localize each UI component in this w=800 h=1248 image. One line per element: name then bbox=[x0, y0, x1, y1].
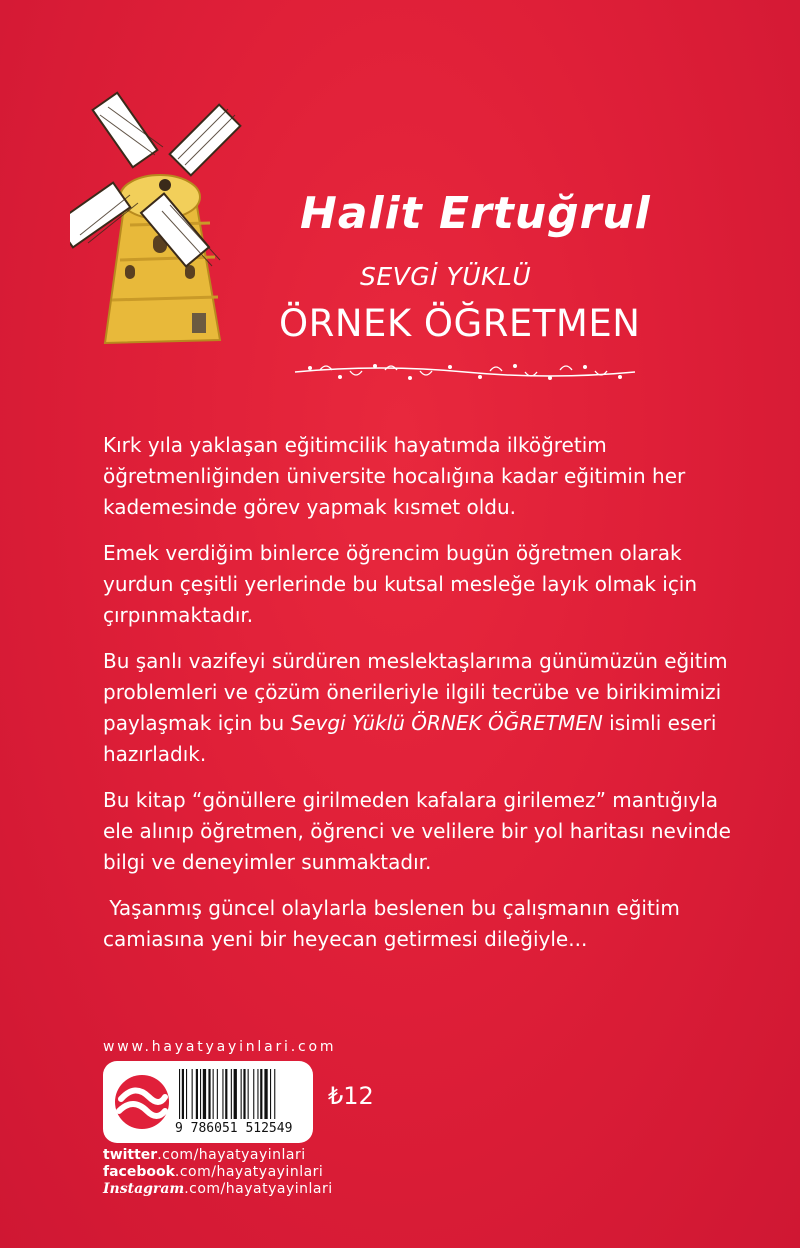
price: ₺12 bbox=[328, 1082, 374, 1110]
blurb-text bbox=[103, 430, 743, 970]
book-title-line2: ÖRNEK ÖĞRETMEN bbox=[279, 302, 641, 345]
social-facebook bbox=[103, 1164, 323, 1180]
publisher-website: www.hayatyayinlari.com bbox=[103, 1039, 337, 1055]
facebook-label: facebook bbox=[103, 1164, 175, 1180]
instagram-handle: .com/hayatyayinlari bbox=[184, 1181, 333, 1197]
blurb-paragraph-2: Emek verdiğim binlerce öğrencim bugün öğretmen olarak yurdun çeşitli yerlerinde bu kutsal mesleğe layık olmak için çırpınmaktadır. bbox=[103, 541, 698, 627]
blurb-paragraph-1: Kırk yıla yaklaşan eğitimcilik hayatımda ilköğretim öğretmenliğinden üniversite hocalığına kadar eğitimin her kademesinde görev yapmak kısmet oldu. bbox=[103, 433, 686, 519]
book-title-line1: SEVGİ YÜKLÜ bbox=[360, 262, 532, 291]
barcode-icon bbox=[177, 1069, 305, 1119]
isbn-number: 9 786051 512549 bbox=[175, 1121, 293, 1136]
windmill-illustration bbox=[70, 85, 260, 355]
facebook-handle: .com/hayatyayinlari bbox=[174, 1164, 324, 1180]
hayat-logo-icon bbox=[113, 1073, 171, 1131]
twitter-handle: .com/hayatyayinlari bbox=[157, 1147, 306, 1163]
author-name: Halit Ertuğrul bbox=[300, 188, 651, 239]
blurb-book-title-italic: Sevgi Yüklü ÖRNEK ÖĞRETMEN bbox=[290, 711, 603, 735]
social-twitter bbox=[103, 1147, 306, 1163]
blurb-paragraph-3-end: isimli eseri hazırladık. bbox=[103, 711, 717, 766]
twitter-label: twitter bbox=[103, 1147, 158, 1163]
social-instagram bbox=[103, 1181, 333, 1197]
instagram-label: Instagram bbox=[103, 1181, 185, 1197]
blurb-paragraph-5: Yaşanmış güncel olaylarla beslenen bu çalışmanın eğitim camiasına yeni bir heyecan getirmesi dileğiyle... bbox=[103, 896, 687, 951]
ornament-divider bbox=[290, 358, 640, 386]
barcode-panel bbox=[103, 1061, 313, 1143]
blurb-paragraph-4: Bu kitap “gönüllere girilmeden kafalara girilemez” mantığıyla ele alınıp öğretmen, öğrenci ve velilere bir yol haritası nevinde bilgi ve deneyimler sunmaktadır. bbox=[103, 788, 731, 874]
blurb-paragraph-3-start: Bu şanlı vazifeyi sürdüren meslektaşlarıma günümüzün eğitim problemleri ve çözüm önerileriyle ilgili tecrübe ve birikimimizi paylaşmak için bu bbox=[103, 649, 728, 735]
blurb-paragraph-3 bbox=[103, 646, 743, 770]
